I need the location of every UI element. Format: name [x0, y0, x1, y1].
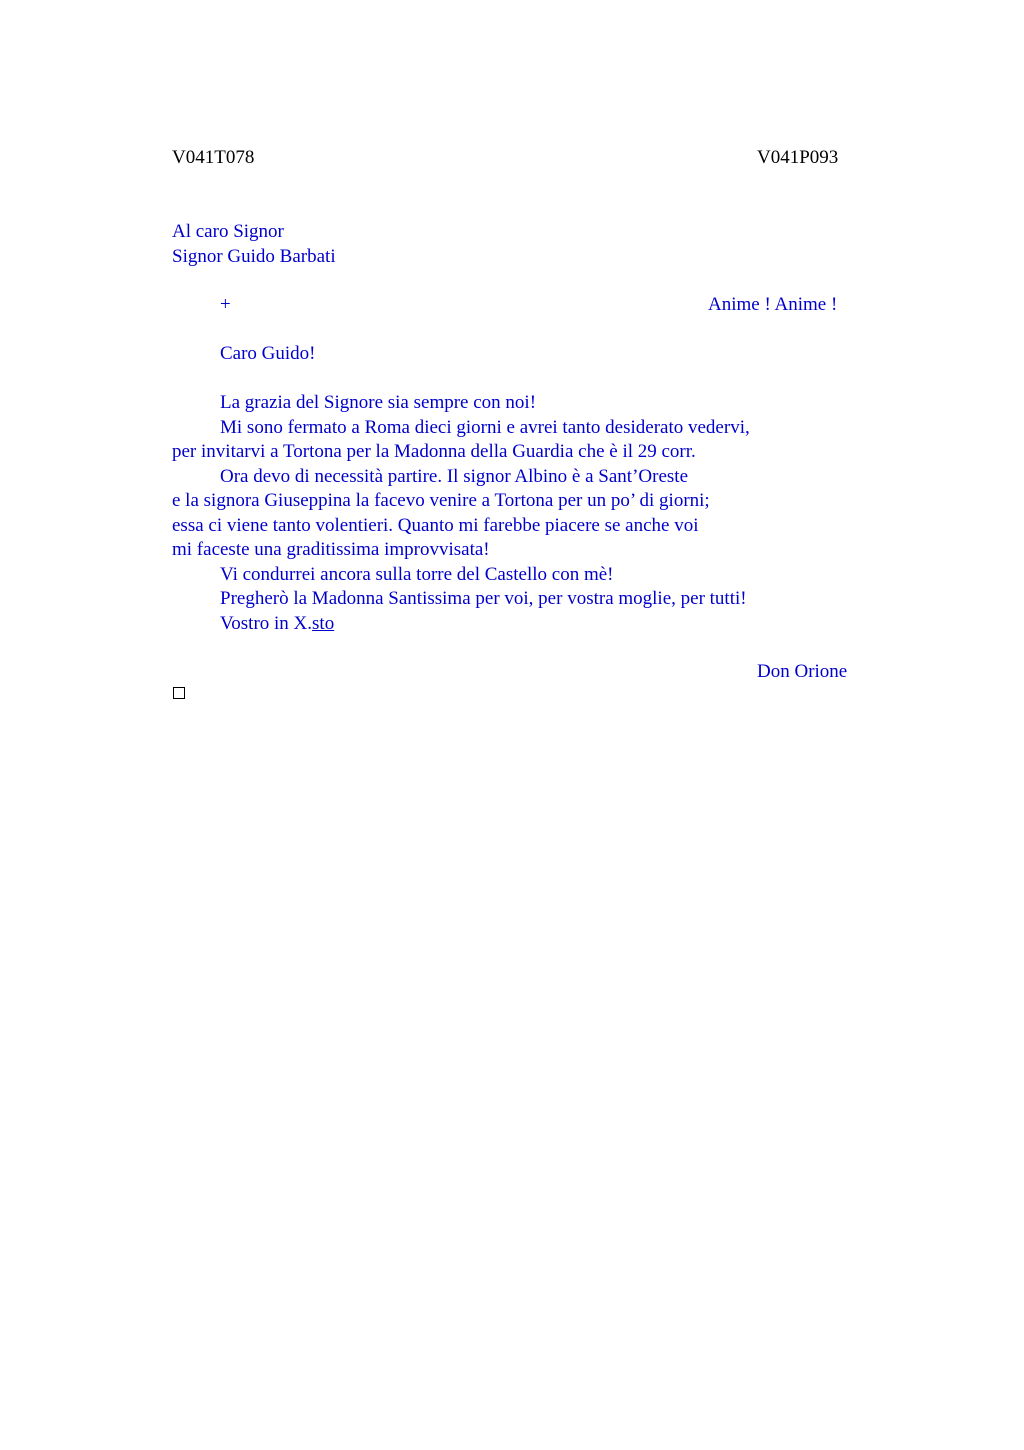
- body-line: Vi condurrei ancora sulla torre del Castello con mè!: [220, 563, 614, 585]
- closing-abbreviation: sto: [312, 612, 335, 634]
- closing-line: [172, 612, 750, 637]
- address-line-2: Signor Guido Barbati: [172, 245, 336, 267]
- body-line: Mi sono fermato a Roma dieci giorni e avrei tanto desiderato vedervi,: [220, 416, 750, 438]
- document-code-right: V041P093: [757, 147, 839, 168]
- salutation: Caro Guido!: [220, 343, 316, 364]
- body-line: per invitarvi a Tortona per la Madonna della Guardia che è il 29 corr.: [172, 441, 696, 462]
- address-line-1: Al caro Signor: [172, 221, 284, 242]
- body-line: essa ci viene tanto volentieri. Quanto mi farebbe piacere se anche voi: [172, 514, 699, 536]
- signature: Don Orione: [757, 661, 848, 682]
- end-of-document-square-icon: [173, 687, 185, 699]
- body-line: mi faceste una graditissima improvvisata!: [172, 539, 490, 560]
- address-block: [172, 220, 336, 269]
- body-line: e la signora Giuseppina la facevo venire a Tortona per un po’ di giorni;: [172, 490, 710, 511]
- cross-symbol: +: [220, 294, 231, 315]
- body-line: Ora devo di necessità partire. Il signor Albino è a Sant’Oreste: [220, 465, 688, 487]
- closing-prefix: Vostro in X.: [220, 612, 313, 634]
- body-line: La grazia del Signore sia sempre con noi!: [220, 392, 537, 413]
- letter-body: [172, 391, 750, 636]
- document-code-left: V041T078: [172, 147, 255, 168]
- motto: Anime ! Anime !: [708, 294, 838, 315]
- body-line: Pregherò la Madonna Santissima per voi, per vostra moglie, per tutti!: [220, 588, 747, 609]
